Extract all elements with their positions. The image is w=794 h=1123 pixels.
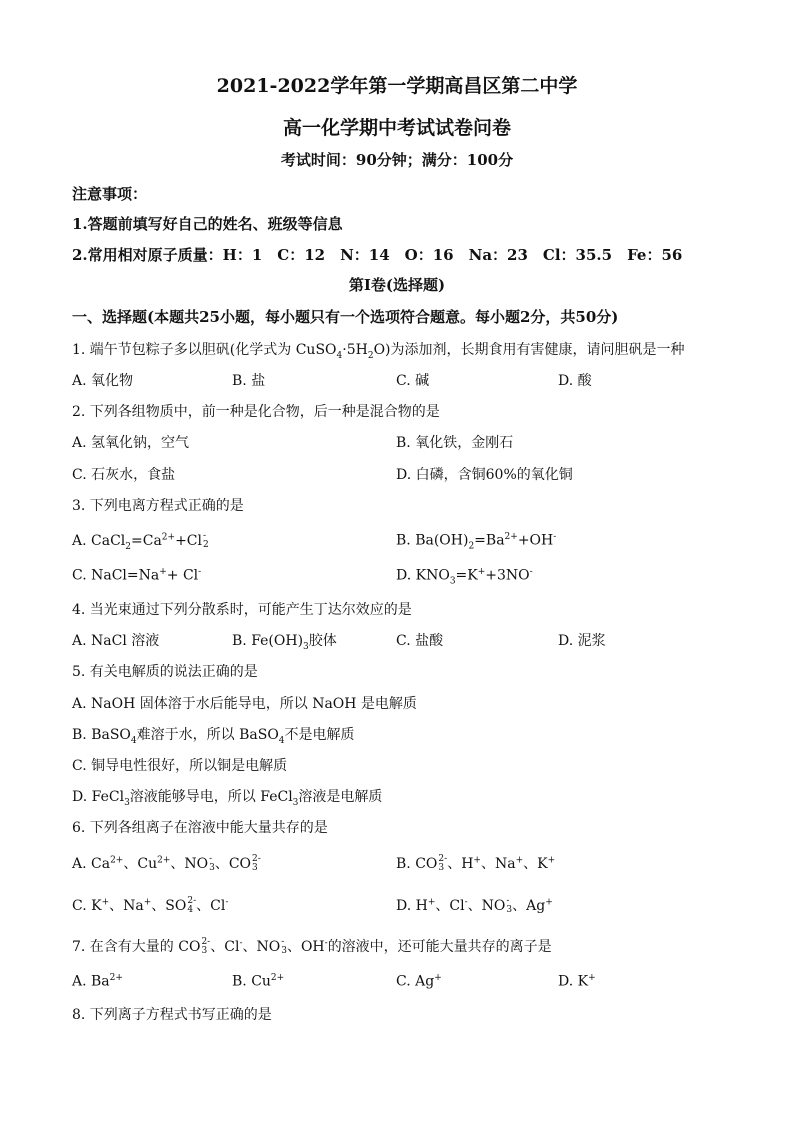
q7-option-d: D. K+: [558, 973, 596, 990]
q2-option-b: B. 氧化铁，金刚石: [396, 435, 514, 451]
section-title: 一、选择题(本题共25小题，每小题只有一个选项符合题意。每小题2分，共50分): [72, 308, 619, 326]
exam-subtitle: 高一化学期中考试试卷问卷: [282, 117, 511, 139]
question-3-stem: 3. 下列电离方程式正确的是: [72, 498, 244, 514]
q2-option-d: D. 白磷，含铜60%的氧化铜: [396, 467, 573, 483]
q5-option-b: B. BaSO$_4$难溶于水，所以 BaSO$_4$不是电解质: [72, 727, 355, 746]
q6-option-c: C. K+、Na+、SO 2- 4 、Cl-: [72, 896, 229, 915]
q5-option-c: C. 铜导电性很好，所以铜是电解质: [72, 758, 288, 774]
q2-option-a: A. 氢氧化钠，空气: [72, 435, 190, 451]
question-1-stem: 1. 端午节包粽子多以胆矾(化学式为 $CuSO_4\cdot 5H_2O$)为添加剂，长期食用有害健康，请问胆矾是一种: [72, 342, 685, 361]
exam-title: 2021-2022学年第一学期高昌区第二中学: [216, 75, 578, 97]
q4-option-b: B. $Fe(OH)_3$胶体: [232, 633, 337, 652]
q7-option-c: C. Ag+: [396, 973, 442, 990]
q7-option-b: B. $Cu^{2+}$: [232, 973, 285, 990]
notes-heading: 注意事项：: [72, 185, 148, 203]
question-4-stem: 4. 当光束通过下列分散系时，可能产生丁达尔效应的是: [72, 602, 412, 618]
q1-option-d: D. 酸: [558, 373, 592, 389]
q1-option-a: A. 氧化物: [72, 373, 134, 389]
q5-option-d: D. FeCl$_3$溶液能够导电，所以 FeCl$_3$溶液是电解质: [72, 789, 383, 808]
q4-option-d: D. 泥浆: [558, 633, 606, 649]
q3-option-a: A. $CaCl_2=Ca^{2+}+Cl$ - 2: [72, 531, 209, 552]
q6-option-d: D. H+、Cl-、NO - 3 、Ag+: [396, 896, 553, 915]
question-5-stem: 5. 有关电解质的说法正确的是: [72, 664, 258, 680]
q3-option-c: C. NaCl=Na++ Cl-: [72, 567, 202, 584]
q5-option-a: A. NaOH 固体溶于水后能导电，所以 NaOH 是电解质: [72, 696, 417, 712]
q1-option-b: B. 盐: [232, 373, 266, 389]
q2-option-c: C. 石灰水，食盐: [72, 467, 176, 483]
q3-option-d: D. $KNO_3=K^++3NO^-$: [396, 567, 533, 587]
q6-option-b: B. CO 2- 3 、H+、Na+、K+: [396, 854, 556, 873]
q4-option-a: A. NaCl 溶液: [72, 633, 160, 649]
question-7-stem: 7. 在含有大量的 CO 2- 3 、Cl-、NO - 3 、OH-的溶液中，还可能大量共存的离子是: [72, 937, 552, 956]
question-6-stem: 6. 下列各组离子在溶液中能大量共存的是: [72, 820, 328, 836]
exam-time-info: 考试时间：90分钟；满分：100分: [280, 151, 514, 169]
volume-title: 第I卷(选择题): [348, 276, 446, 294]
notes-item-1: 1.答题前填写好自己的姓名、班级等信息: [72, 215, 343, 233]
question-8-stem: 8. 下列离子方程式书写正确的是: [72, 1007, 272, 1023]
q3-option-b: B. $Ba(OH)_2=Ba^{2+}+OH^-$: [396, 532, 557, 552]
q1-option-c: C. 碱: [396, 373, 430, 389]
q6-option-a: A. $Ca^{2+}$、$Cu^{2+}$、NO - 3 、CO 2- 3: [72, 854, 261, 873]
q7-option-a: A. $Ba^{2+}$: [72, 973, 123, 990]
q4-option-c: C. 盐酸: [396, 633, 444, 649]
notes-item-2: 2.常用相对原子质量：H：1 C：12 N：14 O：16 Na：23 Cl：35.5 Fe：56: [72, 246, 683, 264]
question-2-stem: 2. 下列各组物质中，前一种是化合物，后一种是混合物的是: [72, 404, 440, 420]
